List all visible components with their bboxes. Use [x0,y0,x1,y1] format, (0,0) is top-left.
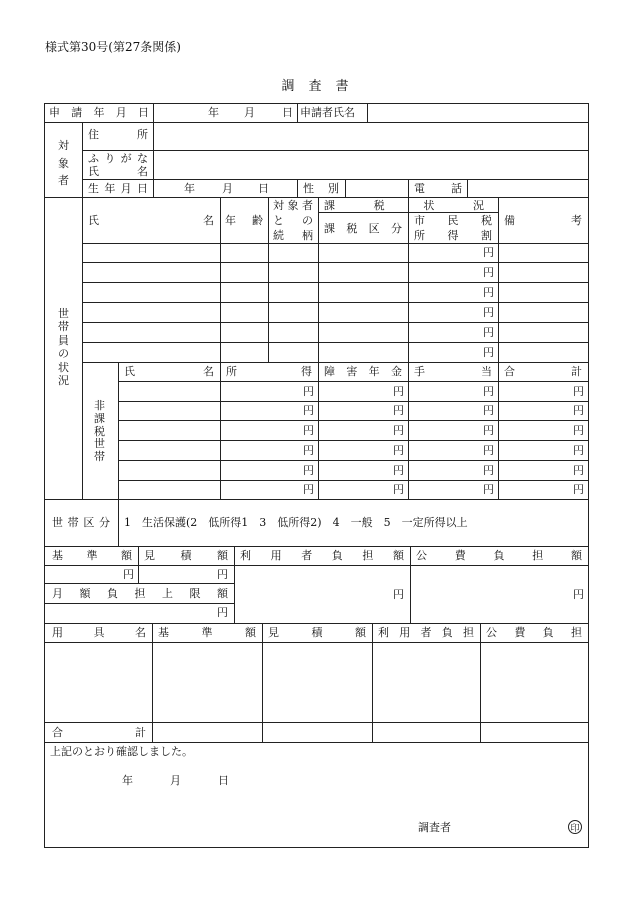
nt-row-yen-5: 円 [393,464,404,477]
nt-row-line [118,401,588,402]
column-line [262,623,263,742]
nt-row-line [118,440,588,441]
name-label: 氏 名 [88,165,148,178]
household-row-line [82,262,588,263]
nt-row-yen-3: 円 [483,424,494,437]
standard-amount-label: 基 準 額 [52,549,132,562]
application-month-unit: 月 [244,106,255,119]
row-line [44,603,234,604]
column-line [153,103,154,122]
household-row-line [82,322,588,323]
investigator-label: 調査者 [418,821,451,834]
nt-row-yen-1: 円 [303,385,314,398]
classification-options: 1 生活保護(2 低所得1 3 低所得2) 4 一般 5 一定所得以上 [124,516,468,529]
row-line [44,742,588,743]
user-burden-label: 利 用 者 負 担 額 [240,549,404,562]
nt-row-line [118,480,588,481]
nt-row-yen-5: 円 [303,464,314,477]
nt-row-line [118,420,588,421]
form-number: 様式第30号(第27条関係) [45,40,181,54]
item-name-col: 用 具 名 [52,626,146,639]
nt-row-yen-3: 円 [573,424,584,437]
nt-row-yen-4: 円 [393,444,404,457]
nt-row-yen-6: 円 [303,483,314,496]
household-section-label: 世 帯 員 の 状 況 [58,307,69,387]
nt-pension-col: 障 害 年 金 [324,365,402,378]
column-line [220,197,221,362]
public-burden-label: 公 費 負 担 額 [416,549,582,562]
household-row-line [82,362,588,363]
item-standard-col: 基 準 額 [158,626,256,639]
column-line [152,623,153,742]
household-row-yen-2: 円 [483,266,494,279]
row-line [82,243,588,244]
column-line [220,362,221,499]
row-line [44,642,588,643]
relation-col-line2: と の [273,214,313,227]
tax-status-col: 課 税 状 況 [324,199,484,212]
birth-day-unit: 日 [258,182,269,195]
birthdate-label: 生 年 月 日 [88,182,148,195]
column-line [268,197,269,362]
application-day-unit: 日 [282,106,293,119]
nt-row-yen-2: 円 [393,404,404,417]
non-taxable-label: 非 課 税 世 帯 [94,399,105,463]
household-name-col: 氏 名 [88,214,214,227]
row-line [44,583,234,584]
birth-month-unit: 月 [222,182,233,195]
row-line [44,499,588,500]
tax-class-col: 課 税 区 分 [324,222,402,235]
row-line [44,197,588,198]
nt-total-col: 合 計 [504,365,582,378]
row-line [44,722,588,723]
confirmation-statement: 上記のとおり確認しました。 [50,745,193,758]
nt-row-yen-3: 円 [303,424,314,437]
nt-row-yen-6: 円 [483,483,494,496]
nt-income-col: 所 得 [226,365,312,378]
row-line [82,179,588,180]
row-line [44,546,588,547]
item-user-burden-col: 利 用 者 負 担 [378,626,474,639]
column-line [345,179,346,197]
column-line [118,362,119,499]
column-line [372,623,373,742]
row-line [318,212,498,213]
city-tax-col-line2: 所 得 割 [414,229,492,242]
nt-row-yen-4: 円 [483,444,494,457]
nt-row-yen-2: 円 [483,404,494,417]
column-line [408,179,409,197]
nt-row-yen-2: 円 [303,404,314,417]
estimate-amount-label: 見 積 額 [144,549,228,562]
nt-row-yen-4: 円 [573,444,584,457]
monthly-limit-label: 月 額 負 担 上 限 額 [52,587,228,600]
seal-mark: 印 [568,820,582,834]
relation-col-line1: 対 象 者 [273,199,313,212]
nt-allowance-col: 手 当 [414,365,492,378]
nt-row-yen-6: 円 [393,483,404,496]
column-line [234,546,235,623]
user-burden-yen: 円 [393,588,404,601]
item-estimate-col: 見 積 額 [268,626,366,639]
household-age-col: 年 齢 [225,214,263,227]
confirm-month-unit: 月 [170,774,181,787]
nt-row-yen-1: 円 [483,385,494,398]
household-row-yen-4: 円 [483,306,494,319]
nt-row-yen-4: 円 [303,444,314,457]
column-line [297,179,298,197]
household-row-line [82,342,588,343]
standard-yen: 円 [123,568,134,581]
column-line [82,122,83,197]
household-row-yen-6: 円 [483,346,494,359]
row-line [44,122,588,123]
items-total-label: 合 計 [52,726,146,739]
subject-section-label: 対 象 者 [58,139,69,187]
household-row-yen-5: 円 [483,326,494,339]
confirm-day-unit: 日 [218,774,229,787]
phone-label: 電 話 [414,182,462,195]
row-line [44,623,588,624]
relation-col-line3: 続 柄 [273,229,313,242]
sex-label: 性 別 [303,182,339,195]
nt-row-yen-5: 円 [573,464,584,477]
column-line [410,546,411,623]
row-line [82,150,588,151]
furigana-label: ふ り が な [88,152,148,165]
nt-row-yen-3: 円 [393,424,404,437]
monthly-limit-yen: 円 [217,606,228,619]
public-burden-yen: 円 [573,588,584,601]
application-year-unit: 年 [208,106,219,119]
column-line [118,499,119,546]
nt-row-yen-2: 円 [573,404,584,417]
household-row-line [82,302,588,303]
column-line [467,179,468,197]
nt-row-yen-5: 円 [483,464,494,477]
city-tax-col-line1: 市 民 税 [414,214,492,227]
remarks-col: 備 考 [504,214,582,227]
nt-row-yen-6: 円 [573,483,584,496]
application-date-label: 申 請 年 月 日 [49,106,149,119]
nt-row-line [118,460,588,461]
estimate-yen: 円 [217,568,228,581]
household-row-line [82,282,588,283]
nt-row-yen-1: 円 [573,385,584,398]
address-label: 住 所 [88,128,148,141]
row-line [44,565,588,566]
household-row-yen-1: 円 [483,246,494,259]
document-title: 調査書 [281,79,363,94]
column-line [480,623,481,742]
birth-year-unit: 年 [184,182,195,195]
applicant-name-label: 申請者氏名 [300,106,355,119]
column-line [367,103,368,122]
classification-label: 世 帯 区 分 [52,516,110,529]
confirm-year-unit: 年 [122,774,133,787]
column-line [297,103,298,122]
nt-name-col: 氏 名 [124,365,214,378]
household-row-yen-3: 円 [483,286,494,299]
column-line [153,122,154,197]
nt-row-yen-1: 円 [393,385,404,398]
row-line [118,381,588,382]
item-public-burden-col: 公 費 負 担 [486,626,582,639]
